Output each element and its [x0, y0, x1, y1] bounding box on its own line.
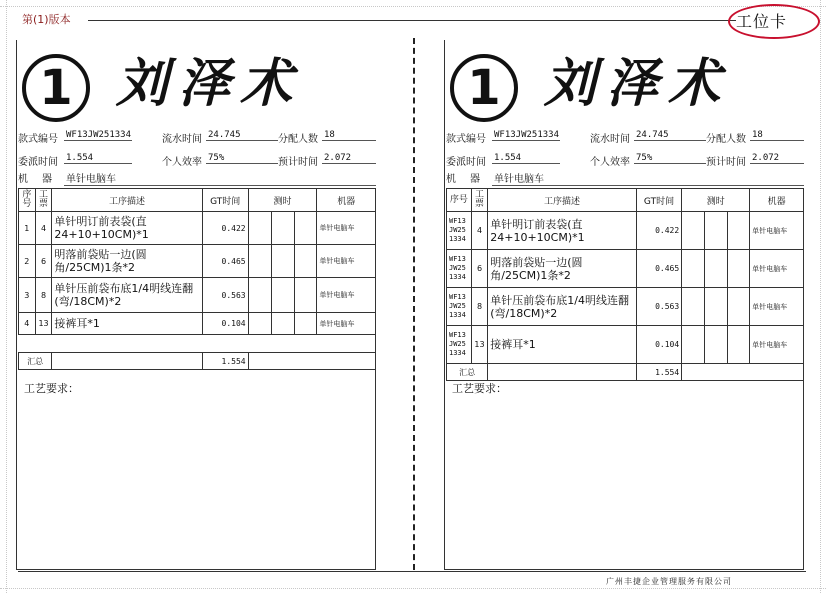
style-value: WF13JW251334: [494, 130, 560, 140]
row-measure-1[interactable]: [248, 278, 271, 313]
row-measure-2[interactable]: [704, 212, 727, 250]
col-gt: GT时间: [202, 189, 248, 212]
craft-requirements-label: 工艺要求：: [452, 382, 507, 395]
table-row: [19, 313, 376, 335]
table-summary-row: [19, 353, 376, 370]
people-label: 分配人数: [706, 134, 746, 145]
row-seq: WF13JW251334: [447, 326, 472, 364]
row-measure-3[interactable]: [294, 278, 317, 313]
cut-line: [413, 38, 415, 570]
flow-label: 流水时间: [162, 134, 202, 145]
col-seq: 序号: [19, 189, 36, 212]
col-ticket: 工票: [35, 189, 52, 212]
craft-requirements-label: 工艺要求：: [24, 382, 79, 395]
row-machine: 单针电脑车: [750, 326, 804, 364]
card-title: 工位卡: [736, 12, 788, 31]
row-measure-3[interactable]: [294, 212, 317, 245]
people-value: 18: [750, 130, 804, 141]
row-measure-2[interactable]: [271, 278, 294, 313]
col-desc: 工序描述: [52, 189, 202, 212]
machine-label: 机器: [18, 174, 66, 185]
row-measure-1[interactable]: [248, 212, 271, 245]
style-value: WF13JW251334: [66, 130, 132, 140]
people-value: 18: [322, 130, 376, 141]
table-row: [19, 212, 376, 245]
header-rule: [88, 20, 736, 21]
row-ticket: 8: [471, 288, 488, 326]
machine-label: 机器: [446, 174, 494, 185]
style-label: 款式编号: [18, 134, 58, 145]
card-border-left: [16, 40, 17, 570]
estimate-label: 预计时间: [706, 157, 746, 168]
row-measure-3[interactable]: [727, 250, 750, 288]
footer-rule: [18, 571, 806, 572]
row-measure-1[interactable]: [682, 326, 705, 364]
row-seq: WF13JW251334: [447, 212, 472, 250]
row-measure-2[interactable]: [271, 313, 294, 335]
row-gt: 0.422: [636, 212, 681, 250]
row-machine: 单针电脑车: [317, 278, 376, 313]
efficiency-label: 个人效率: [590, 157, 630, 168]
row-desc: 明落前袋贴一边(圆角/25CM)1条*2: [52, 245, 202, 278]
table-row: [447, 288, 804, 326]
assign-value: 1.554: [492, 153, 560, 164]
machine-value: 单针电脑车: [492, 170, 804, 186]
card-border-left: [444, 40, 445, 570]
row-seq: 2: [19, 245, 36, 278]
people-label: 分配人数: [278, 134, 318, 145]
estimate-label: 预计时间: [278, 157, 318, 168]
summary-empty: [248, 353, 375, 370]
summary-value: 1.554: [202, 353, 248, 370]
row-ticket: 13: [471, 326, 488, 364]
row-gt: 0.563: [636, 288, 681, 326]
row-ticket: 4: [471, 212, 488, 250]
estimate-value: 2.072: [750, 153, 804, 164]
col-seq: 序号: [447, 189, 472, 212]
page-guide-bottom: [0, 588, 826, 589]
row-machine: 单针电脑车: [317, 313, 376, 335]
row-measure-2[interactable]: [704, 288, 727, 326]
row-gt: 0.563: [202, 278, 248, 313]
operations-table: [446, 188, 804, 381]
page-guide-right: [820, 0, 821, 593]
empty-cell: [19, 335, 376, 353]
row-machine: 单针电脑车: [750, 250, 804, 288]
row-desc: 接裤耳*1: [488, 326, 637, 364]
row-seq: 1: [19, 212, 36, 245]
col-gt: GT时间: [636, 189, 681, 212]
table-row: [447, 212, 804, 250]
col-machine: 机器: [750, 189, 804, 212]
summary-desc-empty: [488, 364, 637, 381]
worker-name: 刘泽术: [116, 53, 303, 114]
row-desc: 单针压前袋布底1/4明线连翻(弯/18CM)*2: [488, 288, 637, 326]
summary-label: 汇总: [19, 353, 52, 370]
station-number: 1: [22, 54, 90, 122]
col-measure: 测时: [248, 189, 317, 212]
row-desc: 明落前袋贴一边(圆角/25CM)1条*2: [488, 250, 637, 288]
row-measure-3[interactable]: [727, 326, 750, 364]
row-measure-1[interactable]: [682, 250, 705, 288]
assign-label: 委派时间: [446, 157, 486, 168]
operations-table: [18, 188, 376, 370]
row-machine: 单针电脑车: [317, 245, 376, 278]
row-seq: 3: [19, 278, 36, 313]
row-measure-1[interactable]: [682, 212, 705, 250]
page-guide-left: [6, 0, 7, 593]
style-label: 款式编号: [446, 134, 486, 145]
row-gt: 0.104: [636, 326, 681, 364]
row-measure-2[interactable]: [271, 245, 294, 278]
card-border-bottom: [16, 569, 376, 570]
flow-label: 流水时间: [590, 134, 630, 145]
machine-value: 单针电脑车: [64, 170, 376, 186]
efficiency-value: 75%: [634, 153, 706, 164]
row-ticket: 13: [35, 313, 52, 335]
assign-label: 委派时间: [18, 157, 58, 168]
page-guide-top: [0, 6, 826, 7]
station-number: 1: [450, 54, 518, 122]
flow-value: 24.745: [206, 130, 278, 141]
summary-label: 汇总: [447, 364, 488, 381]
estimate-value: 2.072: [322, 153, 376, 164]
row-seq: WF13JW251334: [447, 250, 472, 288]
row-ticket: 6: [35, 245, 52, 278]
worker-name: 刘泽术: [544, 53, 731, 114]
row-seq: WF13JW251334: [447, 288, 472, 326]
work-card-right: [444, 40, 804, 570]
row-seq: 4: [19, 313, 36, 335]
row-measure-1[interactable]: [248, 313, 271, 335]
row-gt: 0.465: [636, 250, 681, 288]
row-machine: 单针电脑车: [317, 212, 376, 245]
table-row: [19, 278, 376, 313]
assign-value: 1.554: [64, 153, 132, 164]
row-ticket: 6: [471, 250, 488, 288]
summary-desc-empty: [52, 353, 202, 370]
col-desc: 工序描述: [488, 189, 637, 212]
row-ticket: 4: [35, 212, 52, 245]
row-measure-1[interactable]: [682, 288, 705, 326]
row-measure-2[interactable]: [704, 250, 727, 288]
table-summary-row: [447, 364, 804, 381]
table-row-empty: [19, 335, 376, 353]
row-measure-3[interactable]: [727, 288, 750, 326]
efficiency-value: 75%: [206, 153, 278, 164]
row-desc: 单针明订前表袋(直24+10+10CM)*1: [488, 212, 637, 250]
row-machine: 单针电脑车: [750, 212, 804, 250]
version-label: 第(1)版本: [22, 13, 71, 26]
col-measure: 测时: [682, 189, 750, 212]
summary-value: 1.554: [636, 364, 681, 381]
row-measure-3[interactable]: [727, 212, 750, 250]
table-row: [19, 245, 376, 278]
row-gt: 0.104: [202, 313, 248, 335]
flow-value: 24.745: [634, 130, 706, 141]
work-card-left: [16, 40, 376, 570]
table-header-row: [447, 189, 804, 212]
summary-empty: [682, 364, 804, 381]
row-measure-3[interactable]: [294, 313, 317, 335]
row-ticket: 8: [35, 278, 52, 313]
efficiency-label: 个人效率: [162, 157, 202, 168]
row-measure-2[interactable]: [704, 326, 727, 364]
table-row: [447, 250, 804, 288]
row-desc: 单针明订前表袋(直24+10+10CM)*1: [52, 212, 202, 245]
card-border-bottom: [444, 569, 804, 570]
row-measure-2[interactable]: [271, 212, 294, 245]
col-machine: 机器: [317, 189, 376, 212]
row-gt: 0.422: [202, 212, 248, 245]
col-ticket: 工票: [471, 189, 488, 212]
row-measure-3[interactable]: [294, 245, 317, 278]
company-name: 广州丰捷企业管理服务有限公司: [606, 577, 732, 586]
row-machine: 单针电脑车: [750, 288, 804, 326]
row-gt: 0.465: [202, 245, 248, 278]
table-row: [447, 326, 804, 364]
table-header-row: [19, 189, 376, 212]
row-desc: 接裤耳*1: [52, 313, 202, 335]
row-measure-1[interactable]: [248, 245, 271, 278]
row-desc: 单针压前袋布底1/4明线连翻(弯/18CM)*2: [52, 278, 202, 313]
